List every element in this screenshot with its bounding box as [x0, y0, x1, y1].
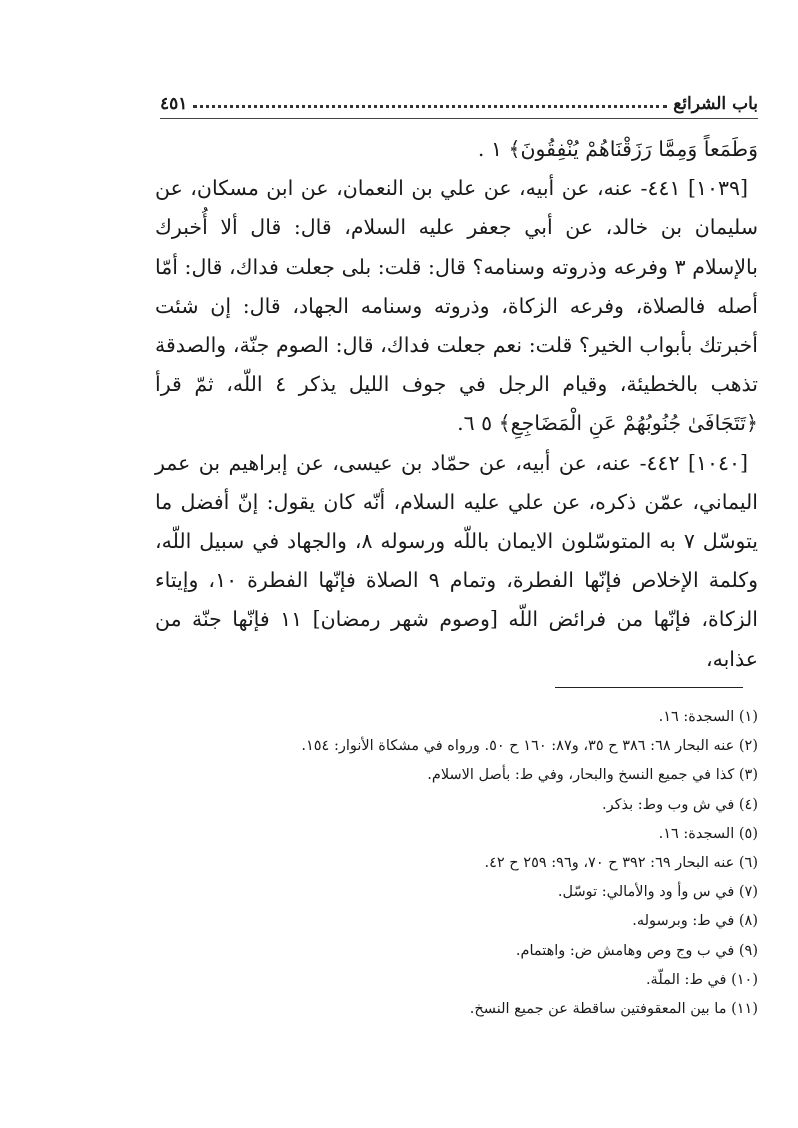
footnote-8: (٨) في ط: وبرسوله. — [632, 913, 758, 930]
footnote-separator — [555, 687, 743, 688]
header-rule — [160, 118, 758, 119]
hadith-1040: [١٠٤٠] ٤٤٢- عنه، عن أبيه، عن حمّاد بن عيسى، عن إبراهيم بن عمر اليماني، عمّن ذكره، عن علي عليه السلام، أنّه كان يقول: إنّ أفضل ما يتوسّل ٧ به المتوسّلون الايمان باللّه ورسوله ٨، والجهاد في سبيل اللّه، وكلمة الإخلاص فإنّها الفطرة، وتمام ٩ الصلاة فإنّها الفطرة ١٠، وإيتاء الزكاة، فإنّها من فرائض اللّه [وصوم شهر رمضان] ١١ فإنّها جنّة من عذابه، — [155, 450, 758, 671]
footnote-4: (٤) في ش وب وط: بذكر. — [602, 796, 758, 813]
footnote-5: (٥) السجدة: ١٦. — [658, 825, 758, 842]
chapter-title: باب الشرائع — [673, 94, 758, 114]
footnote-7: (٧) في س وأ ود والأمالي: توسّل. — [557, 884, 758, 901]
hadith-1039: [١٠٣٩] ٤٤١- عنه، عن أبيه، عن علي بن النعمان، عن ابن مسكان، عن سليمان بن خالد، عن أبي جعفر عليه السلام، قال: قال ألا أُخبرك بالإسلام ٣ وفرعه وذروته وسنامه؟ قال: قلت: بلى جعلت فداك، قال: أمّا أصله فالصلاة، وفرعه الزكاة، وذروته وسنامه الجهاد، قال: إن شئت أخبرتك بأبواب الخير؟ قلت: نعم جعلت فداك، قال: الصوم جنّة، والصدقة تذهب بالخطيئة، وقيام الرجل في جوف الليل يذكر ٤ اللّه، ثمّ قرأ ﴿تَتَجَافَىٰ جُنُوبُهُمْ عَنِ الْمَضَاجِعِ﴾ ٥ ٦. — [155, 176, 758, 436]
footnote-2: (٢) عنه البحار ٦٨: ٣٨٦ ح ٣٥، و٨٧: ١٦٠ ح ٥٠. ورواه في مشكاة الأنوار: ١٥٤. — [301, 738, 758, 755]
footnote-11: (١١) ما بين المعقوفتين ساقطة عن جميع النسخ. — [469, 1001, 758, 1018]
quran-verse-continuation: وَطَمَعاً وَمِمَّا رَزَقْنَاهُمْ يُنْفِقُونَ﴾ ١ . — [477, 137, 758, 161]
leader-dots — [193, 104, 667, 108]
page-number: ٤٥١ — [160, 94, 188, 114]
footnote-1: (١) السجدة: ١٦. — [658, 709, 758, 725]
running-header — [160, 84, 758, 114]
footnote-10: (١٠) في ط: الملّة. — [645, 971, 758, 988]
footnote-9: (٩) في ب وج وص وهامش ض: واهتمام. — [515, 942, 758, 959]
footnote-3: (٣) كذا في جميع النسخ والبحار، وفي ط: بأصل الاسلام. — [427, 767, 758, 784]
main-text — [155, 130, 758, 679]
footnote-6: (٦) عنه البحار ٦٩: ٣٩٢ ح ٧٠، و٩٦: ٢٥٩ ح ٤٢. — [484, 855, 758, 872]
footnotes — [160, 703, 758, 1024]
